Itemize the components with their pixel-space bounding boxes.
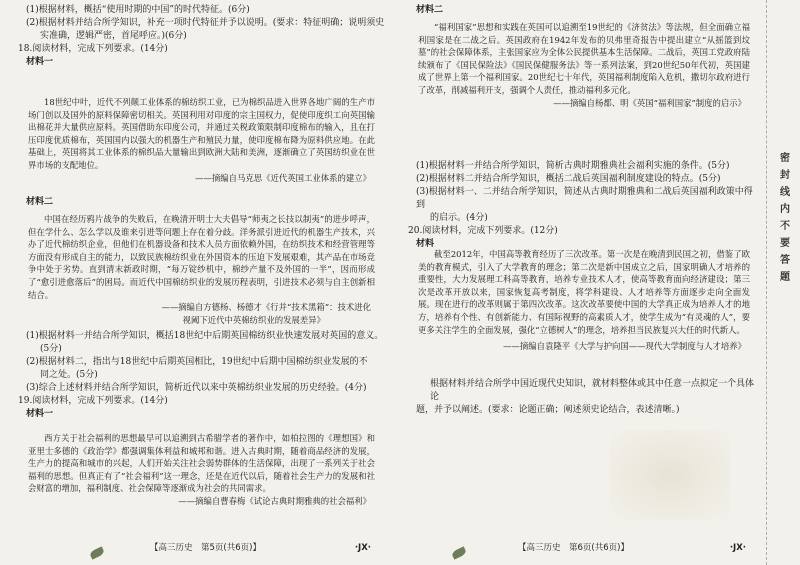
page-6-label: 【高三历史 第6页(共6页)】 <box>518 543 629 553</box>
q18-2-cont: 同之处。(5分) <box>40 370 98 380</box>
q19-3: (3)根据材料一、二并结合所学知识，简述从古典时期雅典和二战后英国福利政策中得到 <box>416 187 753 210</box>
q18-material-1-source: ——摘编自马克思《近代英国工业体系的建立》 <box>195 172 371 183</box>
q19-material-2-text: “福利国家”思想和实践在英国可以追溯至19世纪的《济贫法》等法规，但全面确立福利国家是在二战之后。英国政府在1942年发布的贝弗里奇报告中提出建立“从摇篮到坟墓”的社会保障体系，主张国家应为全体公民提供基本生活保障。二战后，英国工党政府陆续颁布了《国民保险法》《国民保健服务法》等一系列法案，到20世纪50年代初，英国建成了世界上第一个福利国家。20世纪七十年代，英国福利制度陷入危机，撒切尔政府进行了改革，削减福利开支，强调个人责任，推动福利多元化。 <box>418 22 750 95</box>
q19-subquestions <box>390 160 760 251</box>
q18-subquestions <box>0 330 385 421</box>
q18-material-2-text: 中国在经历鸦片战争的失败后，在晚清开明士大夫倡导“师夷之长技以制夷”的进步呼声，但在学什么、怎么学以及谁来引进等问题上存在着分歧。洋务派引进近代的机器生产技术，兴办了近代棉纺织企业，但他们在机器设备和技术人员方面依赖外国，在纺织技术和经营管理等方面没有形成自主的能力，以致民族棉纺织业在外国资本的压迫下发展艰难，其产品在市场竞争中处于劣势。直到清末新政时期，“每万锭纱机中，棉纱产量不及外国的一半”，因而形成了“愈引进愈落后”的困局。而近代中国棉纺织业的发展历程表明，引进技术必须与自主创新相结合。 <box>28 214 375 300</box>
q20-material-text: 截至2012年，中国高等教育经历了三次改革。第一次是在晚清到民国之初，借鉴了欧美的教育模式，引入了大学教育的理念；第二次是新中国成立之后，国家明确人才培养的重要性，大力发展理工科高等教育，培养专业技术人才，使高等教育面向经济建设；第三次是改革开放以来，国家恢复高考制度，将学科建设、人才培养等方面逐步走向全面发展。现在进行的改革则属于第四次改革。这次改革要使中国的大学真正成为培养人才的地方，培养有个性、有创新能力、有国际视野的高素质人才，使学生成为“有灵魂的人”，要更多关注学生的全面发展，强化“立德树人”的理念，培养担当民族复兴大任的时代新人。 <box>418 249 750 335</box>
q17-1: (1)根据材料，概括“使用时期的中国”的时代特征。(6分) <box>26 5 250 15</box>
q19-material-2-source: ——摘编自杨都、明《英国“福利国家”制度的启示》 <box>553 97 746 108</box>
q19-material-1-source: ——摘编自曹春梅《试论古典时期雅典的社会福利》 <box>178 495 371 506</box>
q19-material-2-label: 材料二 <box>416 5 444 15</box>
q19-material-1-text: 西方关于社会福利的思想最早可以追溯到古希腊学者的著作中，如柏拉图的《理想国》和亚里士多德的《政治学》都强调集体利益和城邦和谐。进入古典时期，随着商品经济的发展，生产力的提高和城市的兴起，人们开始关注社会弱势群体的生活保障，出现了一系列关于社会福利的思想。但真正有了“社会福利”这一理念，还是在近代以后，随着社会生产力的发展和社会财富的增加，福利制度、社会保障等逐渐成为社会的共同需求。 <box>28 433 375 494</box>
q18-material-2-source-2: 视阈下近代中英棉纺织业的发展差异》 <box>182 315 325 326</box>
page-5-label: 【高三历史 第5页(共6页)】 <box>150 543 261 553</box>
q19-material-1-label: 材料一 <box>26 409 54 419</box>
q18-material-1-label: 材料一 <box>26 57 54 67</box>
q19-material-1 <box>0 432 385 508</box>
q18-3: (3)综合上述材料并结合所学知识，简析近代以来中英棉纺织业发展的历史经验。(4分) <box>26 383 367 393</box>
q18-material-1 <box>0 96 385 185</box>
q18-title: 18.阅读材料，完成下列要求。(14分) <box>18 44 168 54</box>
q19-1: (1)根据材料一并结合所学知识，简析古典时期雅典社会福利实施的条件。(5分) <box>416 161 730 171</box>
page-5-code: ·JX· <box>354 543 371 553</box>
q18-material-1-text: 18世纪中叶，近代不列颠工业体系的棉纺织工业，已为棉织品进入世界各地广阔的生产市场门创以及国外的原料保障密切相关。英国利用对印度的宗主国权力，促使印度织工向英国输出棉花并大量供应原料。英国借助东印度公司，并通过关税政策限制印度棉布的输入，且在打压印度优质棉布，英国国内以强大的机器生产和殖民力量，使印度棉布降为原料供应地。在此基础上，英国将其工业体系的棉织品大量输出到欧洲大陆和美洲，逐渐确立了英国纺织业在世界市场的支配地位。 <box>28 97 375 170</box>
leaf-icon <box>451 546 467 559</box>
q19-3-cont: 的启示。(4分) <box>430 213 488 223</box>
q17-2-cont: 实准确，逻辑严密，首尾呼应。)(6分) <box>40 31 187 41</box>
page-6-code: ·JX· <box>729 543 746 553</box>
q19-title: 19.阅读材料，完成下列要求。(14分) <box>18 396 168 406</box>
q17-2: (2)根据材料并结合所学知识，补充一项时代特征并予以说明。(要求：特征明确；说明须史 <box>26 18 385 28</box>
q20-material <box>390 248 760 353</box>
paper-stain <box>610 430 730 520</box>
q20-task-line-2: 题，并予以阐述。(要求：论题正确；阐述须史论结合，表述清晰。) <box>416 405 680 415</box>
q17-subquestions <box>0 4 385 69</box>
q18-material-2 <box>0 196 385 327</box>
q18-material-2-label: 材料二 <box>26 197 54 207</box>
q18-2: (2)根据材料二，指出与18世纪中后期英国相比，19世纪中后期中国棉纺织业发展的不 <box>26 357 368 367</box>
q18-material-2-source: ——摘编自方德杨、杨德才《行并“技术黑箱”：技术进化 <box>161 302 371 313</box>
q20-title: 20.阅读材料，完成下列要求。(12分) <box>408 226 558 236</box>
q20-task-line-1: 根据材料并结合所学中国近现代史知识，就材料整体或其中任意一点拟定一个具体论 <box>430 379 755 402</box>
q20-material-label: 材料 <box>416 239 435 249</box>
q20-task <box>390 378 760 417</box>
seal-text: 密 封 线 内 不 要 答 题 <box>780 153 800 283</box>
q18-1-cont: (5分) <box>40 344 62 354</box>
q19-material-2 <box>390 4 760 110</box>
seal-margin <box>766 0 800 565</box>
q18-1: (1)根据材料一并结合所学知识，概括18世纪中后期英国棉纺织业快速发展对英国的意义。 <box>26 331 384 341</box>
q20-material-source: ——摘编自袁隆平《大学与护向国——现代大学制度与人才培养》 <box>503 341 746 352</box>
page-5 <box>0 0 385 565</box>
q19-2: (2)根据材料二并结合所学知识，概括二战后英国福利制度建设的特点。(5分) <box>416 174 721 184</box>
leaf-icon <box>89 546 105 559</box>
